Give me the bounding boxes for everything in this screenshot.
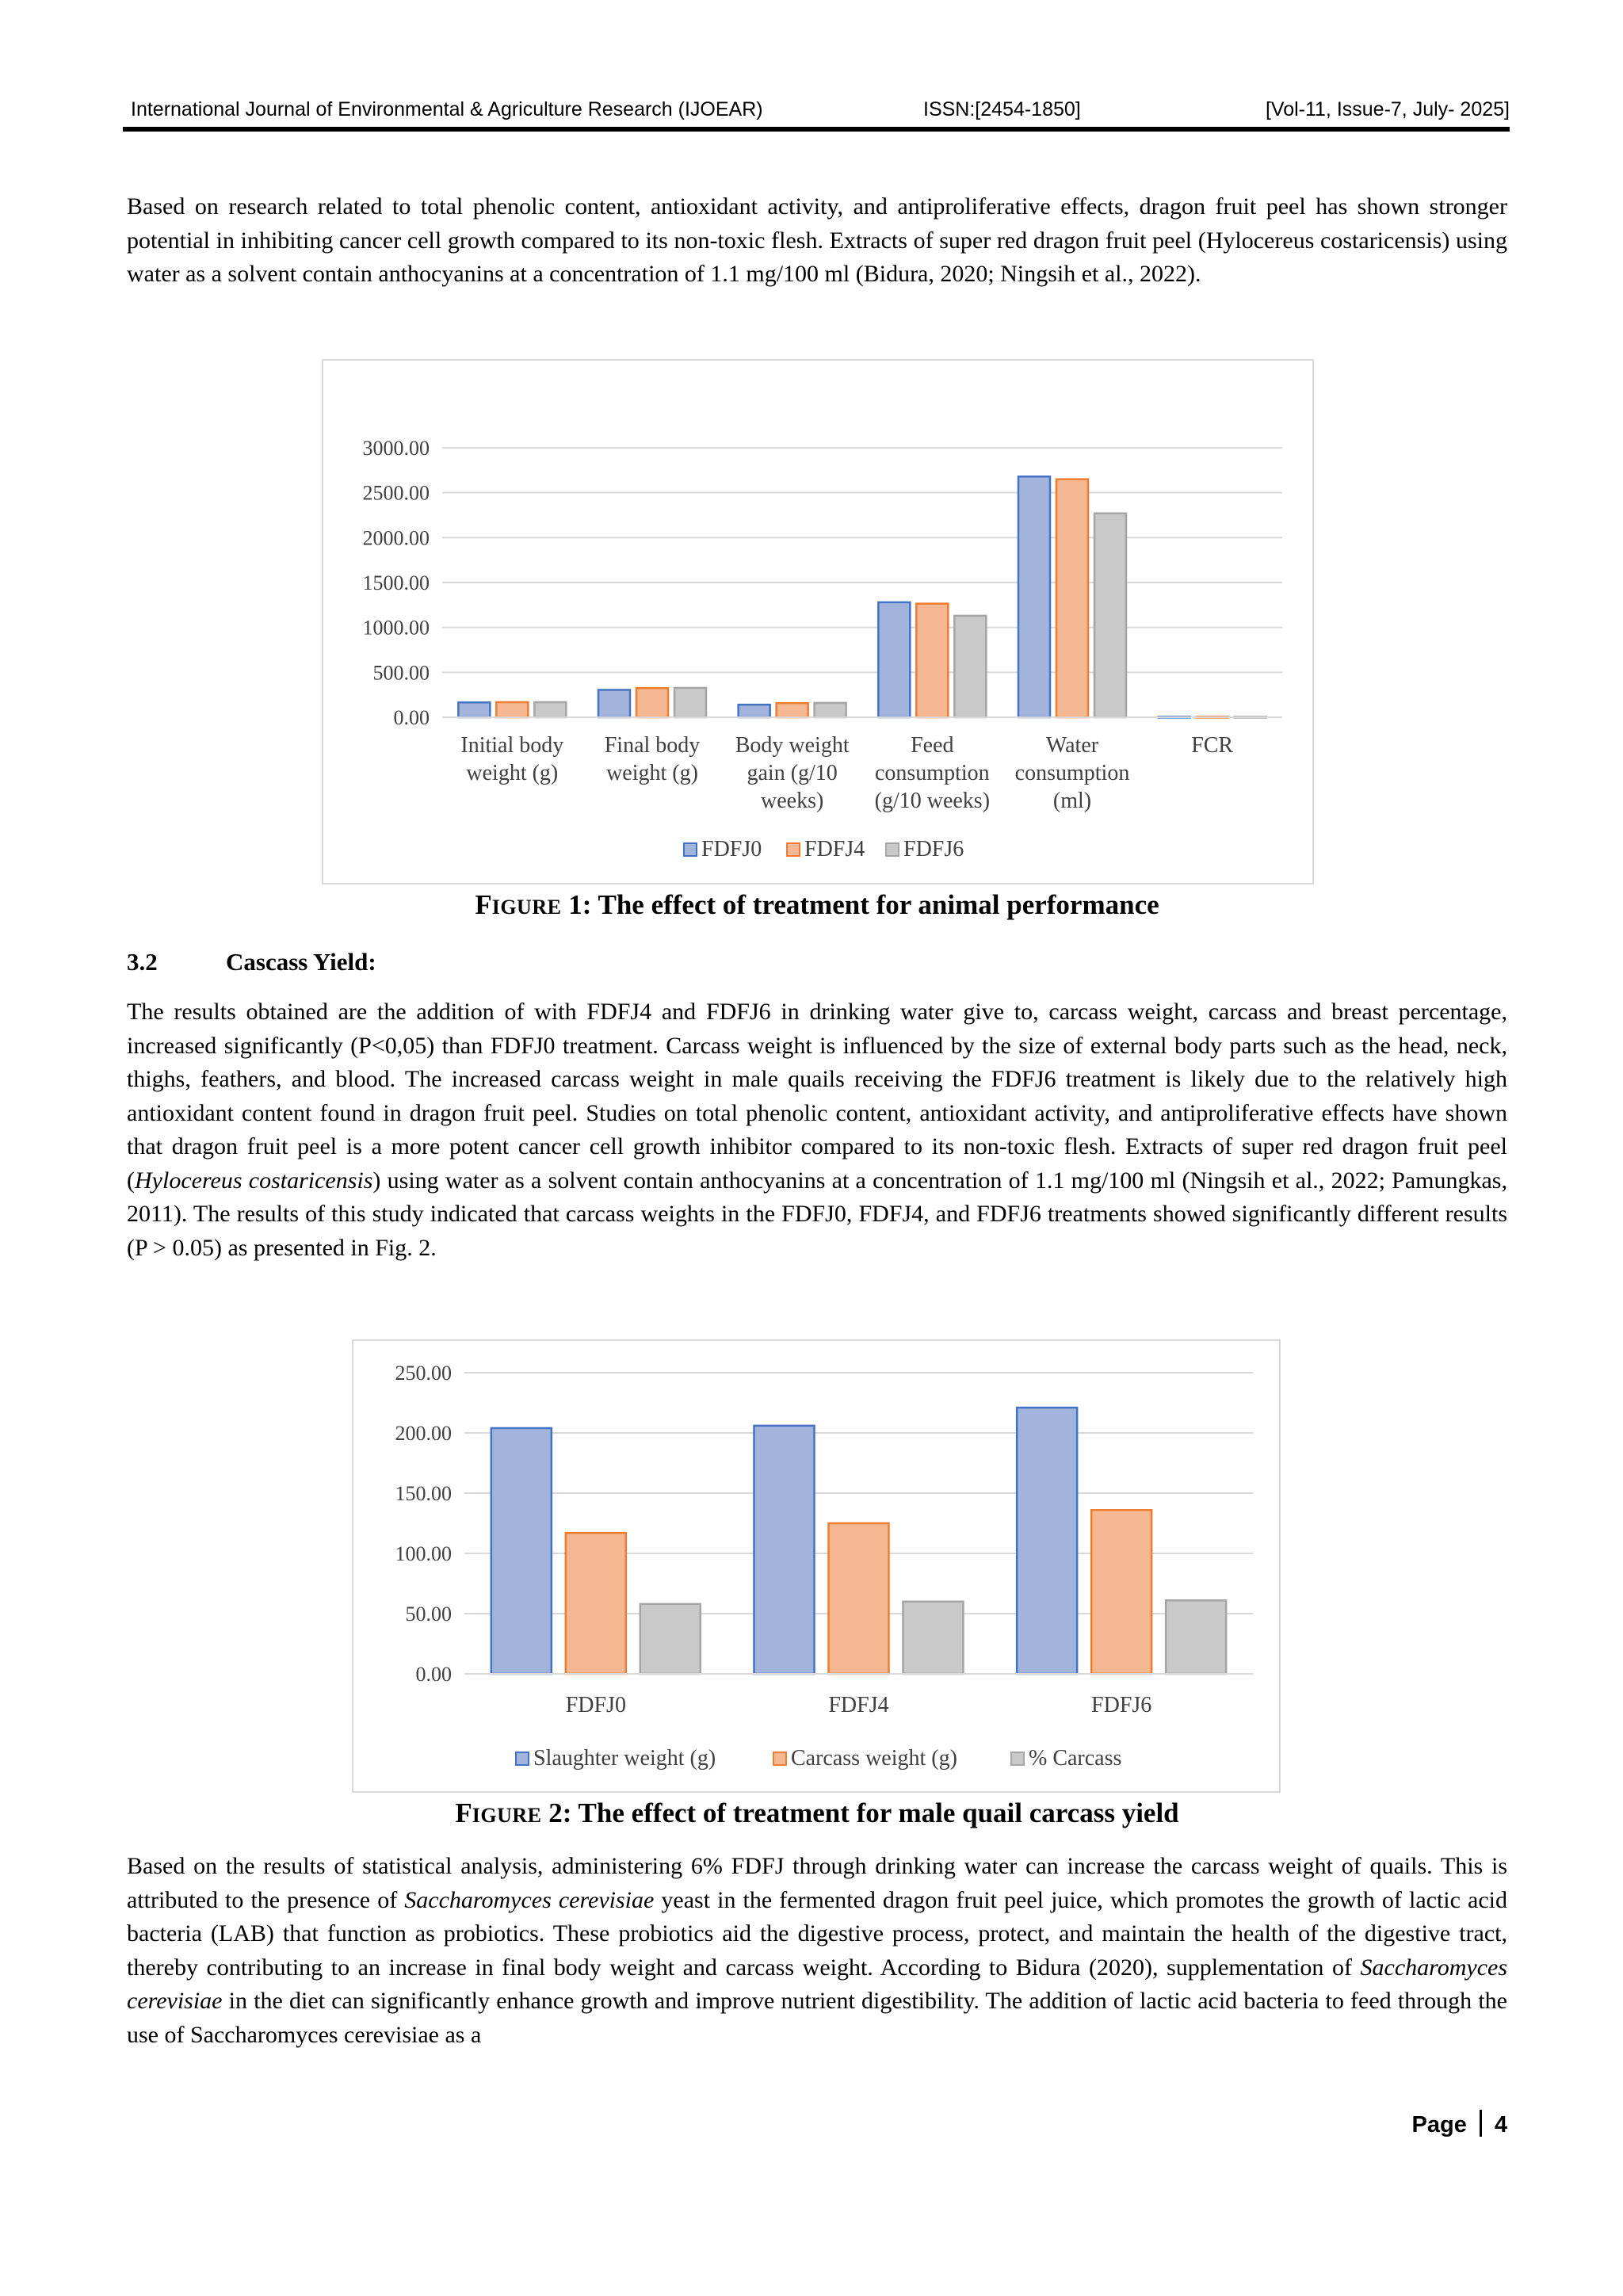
- bar--carcass: [640, 1604, 701, 1674]
- header-rule: [123, 127, 1510, 132]
- bar-carcass-weight-g-: [1091, 1510, 1151, 1674]
- figure-2-caption: [127, 1797, 1507, 1829]
- y-tick-label: 1000.00: [362, 616, 430, 640]
- x-category-label: FDFJ4: [828, 1693, 889, 1717]
- bar--carcass: [1166, 1600, 1226, 1674]
- section-number: 3.2: [127, 948, 158, 976]
- figure-1: [322, 359, 1314, 884]
- caption-2-text: 2: The effect of treatment for male quail carcass yield: [541, 1797, 1179, 1828]
- legend-label: FDFJ6: [903, 837, 964, 861]
- volume-issue: [Vol-11, Issue-7, July- 2025]: [1265, 98, 1510, 120]
- y-tick-label: 500.00: [372, 661, 430, 685]
- bar-fdfj0: [739, 705, 770, 717]
- bar-fdfj6: [534, 702, 566, 717]
- caption-1-word: IGURE: [491, 896, 562, 919]
- journal-name: International Journal of Environmental & Agriculture Research (IJOEAR): [131, 98, 763, 120]
- carcass-paragraph: [127, 995, 1507, 1265]
- x-category-label: (ml): [1052, 789, 1092, 813]
- bar-fdfj0: [598, 690, 630, 717]
- figure-2: [352, 1339, 1281, 1793]
- bar-carcass-weight-g-: [829, 1523, 889, 1674]
- carcass-species-italic: Hylocereus costaricensis: [135, 1167, 373, 1194]
- legend-swatch: [684, 843, 697, 856]
- x-category-label: consumption: [1014, 761, 1130, 785]
- y-tick-label: 200.00: [395, 1422, 452, 1445]
- caption-1-text: 1: The effect of treatment for animal performance: [561, 889, 1159, 920]
- bar-fdfj6: [1094, 514, 1126, 717]
- y-tick-label: 150.00: [395, 1482, 452, 1505]
- bar-fdfj6: [674, 688, 706, 717]
- legend-swatch: [886, 843, 899, 856]
- caption-1-initial: F: [475, 889, 492, 920]
- x-category-label: FDFJ0: [565, 1693, 626, 1717]
- legend-label: Carcass weight (g): [791, 1746, 957, 1771]
- caption-2-initial: F: [455, 1797, 472, 1828]
- x-category-label: Final body: [604, 733, 701, 758]
- section-heading: [127, 948, 376, 976]
- bar-slaughter-weight-g-: [1017, 1408, 1077, 1674]
- legend-label: FDFJ4: [804, 837, 865, 861]
- y-tick-label: 100.00: [395, 1542, 452, 1565]
- x-category-label: gain (g/10: [747, 761, 838, 785]
- bar-fdfj0: [1018, 476, 1050, 717]
- bar-fdfj6: [815, 703, 846, 717]
- bar-fdfj4: [496, 702, 528, 717]
- carcass-text-a: The results obtained are the addition of with FDFJ4 and FDFJ6 in drinking water give to, carcass weight, carcass and breast percentage, increased significantly (P<0,05) than FDFJ0 treatment. Carcass weight is influenced by the size of external body parts such as the head, neck, thighs, feathers, and blood. The increased carcass weight in male quails receiving the FDFJ6 treatment is likely due to the relatively high antioxidant content found in dragon fruit peel. Studies on total phenolic content, antioxidant activity, and antiproliferative effects have shown that dragon fruit peel is a more potent cancer cell growth inhibitor compared to its non-toxic flesh. Extracts of super red dragon fruit peel (: [127, 999, 1507, 1194]
- legend-label: Slaughter weight (g): [533, 1746, 716, 1771]
- x-category-label: Body weight: [735, 733, 850, 758]
- bar-carcass-weight-g-: [566, 1533, 626, 1674]
- figure-1-chart: [323, 361, 1312, 883]
- x-category-label: Feed: [911, 733, 954, 758]
- y-tick-label: 0.00: [415, 1663, 452, 1686]
- x-category-label: FDFJ6: [1091, 1693, 1152, 1717]
- bar-fdfj4: [636, 688, 668, 717]
- x-category-label: weight (g): [606, 761, 698, 785]
- caption-2-word: IGURE: [472, 1804, 542, 1827]
- running-header: [123, 95, 1510, 127]
- page-footer: [1412, 2110, 1507, 2138]
- bar-fdfj0: [878, 602, 910, 717]
- bar-fdfj6: [954, 616, 986, 717]
- y-tick-label: 250.00: [395, 1362, 452, 1385]
- y-tick-label: 3000.00: [362, 437, 430, 460]
- x-category-label: (g/10 weeks): [874, 789, 991, 813]
- stat-species-italic-2: Saccharomyces cerevisiae: [127, 1954, 1507, 2014]
- bar-fdfj4: [916, 604, 948, 717]
- bar-fdfj0: [458, 702, 490, 717]
- section-title: Cascass Yield:: [226, 948, 376, 976]
- y-tick-label: 2500.00: [362, 481, 430, 505]
- bar-fdfj4: [777, 703, 808, 717]
- stat-text-c: in the diet can significantly enhance growth and improve nutrient digestibility. The addition of lactic acid bacteria to feed through the use of Saccharomyces cerevisiae as a: [127, 1988, 1507, 2048]
- legend-label: % Carcass: [1029, 1746, 1122, 1771]
- legend-swatch: [787, 843, 800, 856]
- bar-fdfj4: [1056, 479, 1088, 717]
- y-tick-label: 1500.00: [362, 571, 430, 594]
- issn: ISSN:[2454-1850]: [923, 98, 1081, 120]
- bar-slaughter-weight-g-: [491, 1428, 552, 1674]
- footer-separator: [1480, 2110, 1482, 2137]
- page-number: 4: [1494, 2112, 1507, 2137]
- x-category-label: consumption: [874, 761, 990, 785]
- x-category-label: Water: [1045, 733, 1099, 758]
- y-tick-label: 2000.00: [362, 526, 430, 550]
- stat-species-italic-1: Saccharomyces cerevisiae: [404, 1886, 655, 1913]
- y-tick-label: 0.00: [393, 706, 430, 729]
- stat-text-a: Based on the results of statistical analysis, administering 6% FDFJ through drinking water can increase the carcass weight of quails. This is attributed to the presence of: [127, 1853, 1507, 1913]
- stat-text-b: yeast in the fermented dragon fruit peel juice, which promotes the growth of lactic acid bacteria (LAB) that function as probiotics. These probiotics aid the digestive process, protect, and maintain the health of the digestive tract, thereby contributing to an increase in final body weight and carcass weight. According to Bidura (2020), supplementation of: [127, 1886, 1507, 1981]
- y-tick-label: 50.00: [405, 1603, 452, 1626]
- carcass-text-b: ) using water as a solvent contain anthocyanins at a concentration of 1.1 mg/100 ml (Ningsih et al., 2022; Pamungkas, 2011). The results of this study indicated that carcass weights in the FDFJ0, FDFJ4, and FDFJ6 treatments showed significantly different results (P > 0.05) as presented in Fig. 2.: [127, 1167, 1507, 1261]
- figure-2-chart: [353, 1341, 1279, 1791]
- statistics-paragraph: [127, 1850, 1507, 2052]
- x-category-label: Initial body: [460, 733, 564, 758]
- legend-swatch: [773, 1752, 786, 1765]
- x-category-label: weeks): [761, 789, 824, 813]
- intro-paragraph: Based on research related to total phenolic content, antioxidant activity, and antiproliferative effects, dragon fruit peel has shown stronger potential in inhibiting cancer cell growth compared to its non-toxic flesh. Extracts of super red dragon fruit peel (Hylocereus costaricensis) using water as a solvent contain anthocyanins at a concentration of 1.1 mg/100 ml (Bidura, 2020; Ningsih et al., 2022).: [127, 193, 1507, 287]
- figure-1-caption: [127, 889, 1507, 921]
- bar-slaughter-weight-g-: [754, 1426, 815, 1674]
- x-category-label: FCR: [1191, 733, 1234, 758]
- page-label: Page: [1411, 2112, 1467, 2137]
- bar--carcass: [903, 1602, 964, 1674]
- x-category-label: weight (g): [466, 761, 559, 785]
- legend-swatch: [1011, 1752, 1024, 1765]
- legend-label: FDFJ0: [701, 837, 762, 861]
- legend-swatch: [516, 1752, 529, 1765]
